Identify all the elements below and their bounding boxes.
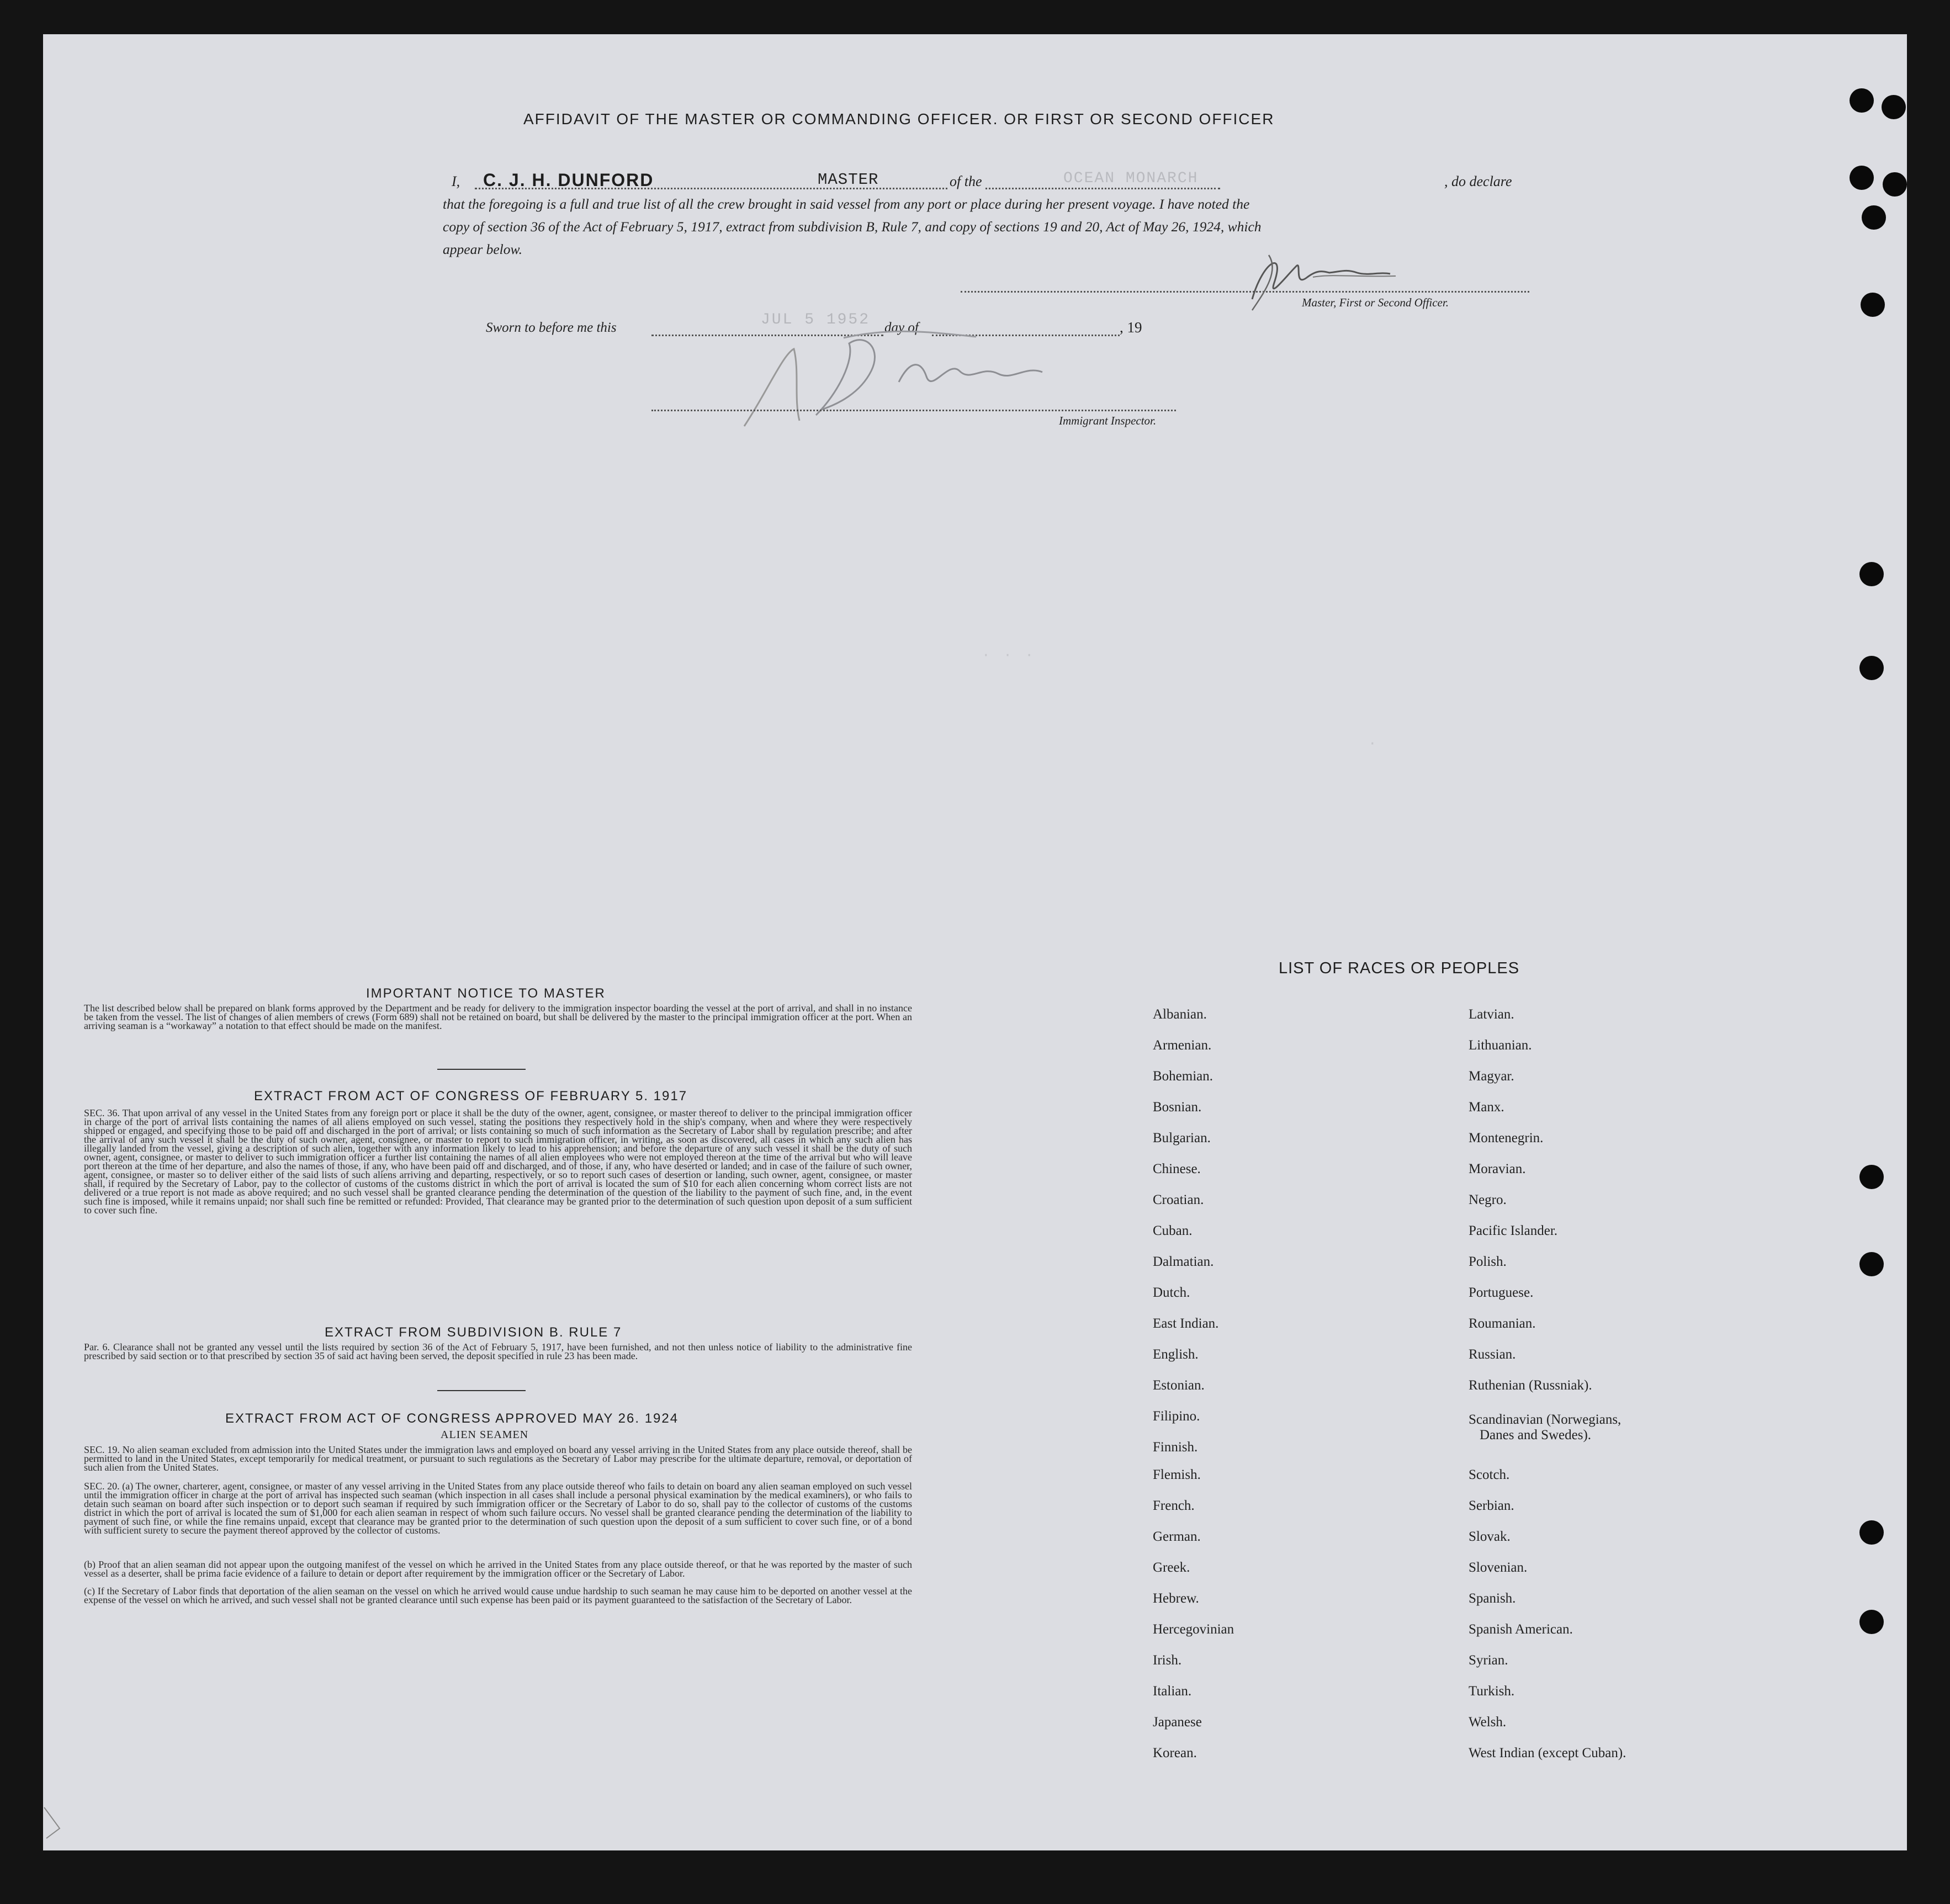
extract-1924-sec20c: (c) If the Secretary of Labor finds that deportation of the alien seaman on the vessel on which he arrived would cause undue hardship to such seaman he may cause him to be deported on another vessel at the expense of the vessel on which he arrived, and such vessel shall not be granted clearance until such expense has been paid or its payment guaranteed to the satisfaction of the Secretary of Labor.: [84, 1585, 912, 1605]
extract-1924-sec20a: SEC. 20. (a) The owner, charterer, agent, consignee, or master of any vessel arriving in the United States from any place outside thereof who fails to detain on board any alien seaman employed on such vessel until the immigration officer in charge at the port of arrival has inspected such seaman (which inspection in all cases shall include a personal physical examination by the medical examiners), or who fails to detain such seaman on board after such inspection or to deport such seaman if required by such immigration officer or the Secretary of Labor to do so, shall pay to the collector of customs of the customs district in which the port of arrival is located the sum of $1,000 for each alien seaman in respect of whom such failure occurs. No vessel shall be granted clearance pending the determination of the liability to payment of such fine, or while the fine remains unpaid, except that clearance may be granted prior to the determination of such question upon the deposit of a sum sufficient to cover such fine, or of a bond with sufficient surety to secure the payment thereof approved by the collector of customs.: [84, 1481, 912, 1536]
notice-divider: [437, 1069, 526, 1070]
race-item: Roumanian.: [1469, 1316, 1536, 1331]
race-item: Latvian.: [1469, 1007, 1514, 1022]
corner-fold: [43, 1806, 65, 1839]
race-item: Welsh.: [1469, 1715, 1507, 1730]
race-item: Scandinavian (Norwegians,: [1469, 1412, 1622, 1427]
race-item: Greek.: [1153, 1560, 1190, 1575]
rule7-text: Par. 6. Clearance shall not be granted any vessel until the lists required by section 36 of the Act of February 5, 1917, have been furnished, and not then unless notice of liability to the administrative fine prescribed by said section or to that prescribed by section 35 of said act having been served, the deposit specified in rule 23 has been made.: [84, 1341, 912, 1361]
race-item: Dalmatian.: [1153, 1254, 1214, 1269]
race-item: Moravian.: [1469, 1162, 1526, 1176]
sworn-date-stamp: JUL 5 1952: [761, 311, 871, 328]
of-the-text: of the: [947, 173, 984, 190]
race-item: Dutch.: [1153, 1285, 1190, 1300]
notice-text: The list described below shall be prepared on blank forms approved by the Department and be ready for delivery to the immigration inspector boarding the vessel at the port of arrival, and shall in no instance be taken from the vessel. The list of changes of alien members of crews (Form 689) shall not be retained on board, but shall be delivered by the master to the principal immigration officer at the port. When an arriving seaman is a “workaway” a notation to that effect should be made on the manifest.: [84, 1003, 912, 1031]
affidavit-title: AFFIDAVIT OF THE MASTER OR COMMANDING OFFICER. OR FIRST OR SECOND OFFICER: [523, 110, 1275, 128]
race-item: Italian.: [1153, 1684, 1192, 1699]
race-item: Estonian.: [1153, 1378, 1205, 1393]
punch-hole: [1859, 1520, 1884, 1545]
race-item: Hercegovinian: [1153, 1622, 1234, 1637]
punch-hole: [1859, 656, 1884, 680]
race-item: Korean.: [1153, 1746, 1197, 1760]
race-item: Lithuanian.: [1469, 1038, 1532, 1053]
affidavit-line-4: appear below.: [443, 241, 523, 257]
race-item: East Indian.: [1153, 1316, 1219, 1331]
document-sheet: AFFIDAVIT OF THE MASTER OR COMMANDING OFFICER. OR FIRST OR SECOND OFFICER I, C. J. H. DUNFORD MASTER of the OCEAN MONARCH , do declare that the foregoing is a full and true list of all the crew brought in said vessel from any port or place during her present voyage. I have noted the copy of section 36 of the Act of February 5, 1917, extract from subdivision B, Rule 7, and copy of sections 19 and 20, Act of May 26, 1924, which appear below. Master, First or Second Officer. Sworn to before me this JUL 5 1952 day of , 19 Immigrant Inspector. · · · · IMPORTANT NOTICE TO MASTER The list described below shall be prepared on blank forms approved by the Department and be ready for delivery to the immigration inspector boarding the vessel at the port of arrival, and shall in no instance be taken from the vessel. The list of changes of alien members of crews (Form 689) shall not be retained on board, but shall be delivered by the master to the principal immigration officer at the port. When an arriving seaman is a “workaway” a notation to that effect should be made on the manifest. EXTRACT FROM ACT OF CONGRESS OF FEBRUARY 5. 1917 SEC. 36. That upon arrival of any vessel in the United States from any foreign port or place it shall be the duty of the owner, agent, consignee, or master thereof to deliver to the principal immigration officer in charge of the port of arrival lists containing the names of all aliens employed on such vessel, stating the positions they respectively hold in the ship's company, when and where they were respectively shipped or engaged, and specifying those to be paid off and discharged in the port of arrival; or lists containing so much of such information as the Secretary of Labor shall by regulation prescribe; and after the arrival of any such vessel it shall be the duty of such owner, agent, consignee, or master to report to such immigration officer, in writing, as soon as discovered, all cases in which any such alien has illegally landed from the vessel, giving a description of such alien, together with any information likely to lead to his apprehension; and before the departure of any such vessel it shall be the duty of such owner, agent, consignee, or master to deliver to such immigration officer a further list containing the names of all alien employees who were not employed thereon at the time of the arrival but who will leave port thereon at the time of her departure, and also the names of those, if any, who have been paid off and discharged, and of those, if any, who have deserted or landed; and in case of the failure of such owner, agent, consignee, or master so to deliver either of the said lists of such aliens arriving and departing, respectively, or so to report such cases of desertion or landing, such owner, agent, consignee, or master shall, if required by the Secretary of Labor, pay to the collector of customs of the customs district in which the port of arrival is located the sum of $10 for each alien concerning whom correct lists are not delivered or a true report is not made as above required; and no such vessel shall be granted clearance pending the determination of the question of the liability to the payment of such fine, and, in the event such fine is imposed, while it remains unpaid; nor shall such fine be remitted or refunded: Provided, That clearance may be granted prior to the determination of such question upon deposit of a sum sufficient to cover such fine. EXTRACT FROM SUBDIVISION B. RULE 7 Par. 6. Clearance shall not be granted any vessel until the lists required by section 36 of the Act of February 5, 1917, have been furnished, and not then unless notice of liability to the administrative fine prescribed by said section or to that prescribed by section 35 of said act having been served, the deposit specified in rule 23 has been made. EXTRACT FROM ACT OF CONGRESS APPROVED MAY 26. 1924 ALIEN SEAMEN SEC. 19. No alien seaman excluded from admission into the United States under the immigration laws and employed on board any vessel arriving in the United States from any place outside thereof, shall be permitted to land in the United States, except temporarily for medical treatment, or pursuant to such regulations as the Secretary of Labor may prescribe for the ultimate departure, removal, or deportation of such alien from the United States. SEC. 20. (a) The owner, charterer, agent, consignee, or master of any vessel arriving in the United States from any place outside thereof who fails to detain on board any alien seaman employed on such vessel until the immigration officer in charge at the port of arrival has inspected such seaman (which inspection in all cases shall include a personal physical examination by the medical examiners), or who fails to detain such seaman on board after such inspection or to deport such seaman if required by such immigration officer or the Secretary of Labor to do so, shall pay to the collector of customs of the customs district in which the port of arrival is located the sum of $1,000 for each alien seaman in respect of whom such failure occurs. No vessel shall be granted clearance pending the determination of the liability to payment of such fine, or while the fine remains unpaid, except that clearance may be granted prior to the determination of such question upon the deposit of a sum sufficient to cover such fine, or of a bond with sufficient surety to secure the payment thereof approved by the collector of customs. (b) Proof that an alien seaman did not appear upon the outgoing manifest of the vessel on which he arrived in the United States from any place outside thereof, or that he was reported by the master of such vessel as a deserter, shall be prima facie evidence of a failure to detain or deport after requirement by the immigration officer or the Secretary of Labor. (c) If the Secretary of Labor finds that deportation of the alien seaman on the vessel on which he arrived would cause undue hardship to such seaman he may cause him to be deported on another vessel at the expense of the vessel on which he arrived, and such vessel shall not be granted clearance until such expense has been paid or its payment guaranteed to the satisfaction of the Secretary of Labor. LIST OF RACES OR PEOPLES Albanian. Armenian. Bohemian. Bosnian. Bulgarian. Chinese. Croatian. Cuban. Dalmatian. Dutch. East Indian. English. Estonian. Filipino. Finnish. Flemish. French. German. Greek. Hebrew. Hercegovinian Irish. Italian. Japanese Korean. Latvian. Lithuanian. Magyar. Manx. Montenegrin. Moravian. Negro. Pacific Islander. Polish. Portuguese. Roumanian. Russian. Ruthenian (Russniak). Scandinavian (Norwegians, Danes and Swedes). Scotch. Serbian. Slovak. Slovenian. Spanish. Spanish American. Syrian. Turkish. Welsh. West Indian (except Cuban).: [43, 34, 1907, 1850]
race-item: Russian.: [1469, 1347, 1516, 1362]
race-item: Turkish.: [1469, 1684, 1515, 1699]
race-item: Spanish.: [1469, 1591, 1516, 1606]
race-item: Bulgarian.: [1153, 1131, 1211, 1145]
punch-hole: [1859, 1610, 1884, 1634]
race-item: Magyar.: [1469, 1069, 1514, 1084]
race-item: Chinese.: [1153, 1162, 1201, 1176]
extract-1924-title: EXTRACT FROM ACT OF CONGRESS APPROVED MAY 26. 1924: [225, 1411, 679, 1426]
race-item: Syrian.: [1469, 1653, 1508, 1668]
extract-1917-text: SEC. 36. That upon arrival of any vessel in the United States from any foreign port or place it shall be the duty of the owner, agent, consignee, or master thereof to deliver to the principal immigration officer in charge of the port of arrival lists containing the names of all aliens employed on such vessel, stating the positions they respectively hold in the ship's company, when and where they were respectively shipped or engaged, and specifying those to be paid off and discharged in the port of arrival; or lists containing so much of such information as the Secretary of Labor shall by regulation prescribe; and after the arrival of any such vessel it shall be the duty of such owner, agent, consignee, or master to report to such immigration officer, in writing, as soon as discovered, all cases in which any such alien has illegally landed from the vessel, giving a description of such alien, together with any information likely to lead to his apprehension; and before the departure of any such vessel it shall be the duty of such owner, agent, consignee, or master to deliver to such immigration officer a further list containing the names of all alien employees who were not employed thereon at the time of the arrival but who will leave port thereon at the time of her departure, and also the names of those, if any, who have been paid off and discharged, and of those, if any, who have deserted or landed; and in case of the failure of such owner, agent, consignee, or master so to deliver either of the said lists of such aliens arriving and departing, respectively, or so to report such cases of desertion or landing, such owner, agent, consignee, or master shall, if required by the Secretary of Labor, pay to the collector of customs of the customs district in which the port of arrival is located the sum of $10 for each alien concerning whom correct lists are not delivered or a true report is not made as above required; and no such vessel shall be granted clearance pending the determination of the question of the liability to the payment of such fine, and, in the event such fine is imposed, while it remains unpaid; nor shall such fine be remitted or refunded: Provided, That clearance may be granted prior to the determination of such question upon deposit of a sum sufficient to cover such fine.: [84, 1107, 912, 1216]
affidavit-i: I,: [452, 173, 460, 189]
punch-hole: [1882, 95, 1906, 119]
do-declare-text: , do declare: [1444, 173, 1512, 189]
punch-hole: [1859, 1252, 1884, 1276]
extract-1917-title: EXTRACT FROM ACT OF CONGRESS OF FEBRUARY 5. 1917: [254, 1089, 688, 1104]
extract-1924-sec20b: (b) Proof that an alien seaman did not appear upon the outgoing manifest of the vessel on which he arrived in the United States from any place outside thereof, or that he was reported by the master of such vessel as a deserter, shall be prima facie evidence of a failure to detain or deport after requirement by the immigration officer or the Secretary of Labor.: [84, 1559, 912, 1579]
race-item: Irish.: [1153, 1653, 1182, 1668]
race-item: Montenegrin.: [1469, 1131, 1544, 1145]
extract-1924-subtitle: ALIEN SEAMEN: [441, 1429, 529, 1441]
race-item: Bosnian.: [1153, 1100, 1202, 1115]
race-item: Filipino.: [1153, 1409, 1200, 1424]
race-item: West Indian (except Cuban).: [1469, 1746, 1626, 1760]
rule7-divider: [437, 1390, 526, 1391]
affidavit-line-3: copy of section 36 of the Act of February 5, 1917, extract from subdivision B, Rule 7, and copy of sections 19 and 20, Act of May 26, 1924, which: [443, 219, 1262, 235]
race-item: Manx.: [1469, 1100, 1504, 1115]
punch-hole: [1859, 1165, 1884, 1189]
punch-hole: [1850, 166, 1874, 190]
inspector-label: Immigrant Inspector.: [1059, 414, 1157, 427]
master-rank: MASTER: [818, 171, 879, 189]
race-item: Albanian.: [1153, 1007, 1207, 1022]
race-item: French.: [1153, 1498, 1195, 1513]
punch-hole: [1861, 293, 1885, 317]
race-item: Slovenian.: [1469, 1560, 1528, 1575]
race-item: Bohemian.: [1153, 1069, 1214, 1084]
sworn-text: Sworn to before me this: [486, 320, 617, 335]
race-item: Portuguese.: [1469, 1285, 1534, 1300]
affidavit-line-2: that the foregoing is a full and true list of all the crew brought in said vessel from any port or place during her present voyage. I have noted the: [443, 196, 1250, 212]
notice-title: IMPORTANT NOTICE TO MASTER: [366, 986, 606, 1001]
race-item: Negro.: [1469, 1192, 1507, 1207]
race-item: Hebrew.: [1153, 1591, 1199, 1606]
year-text: , 19: [1120, 319, 1142, 336]
inspector-signature-line: [651, 410, 1176, 411]
race-item: Slovak.: [1469, 1529, 1511, 1544]
race-item: Ruthenian (Russniak).: [1469, 1378, 1592, 1393]
race-item: Pacific Islander.: [1469, 1223, 1558, 1238]
extract-1924-sec19: SEC. 19. No alien seaman excluded from admission into the United States under the immigration laws and employed on board any vessel arriving in the United States from any place outside thereof, shall be permitted to land in the United States, except temporarily for medical treatment, or pursuant to such regulations as the Secretary of Labor may prescribe for the ultimate departure, removal, or deportation of such alien from the United States.: [84, 1444, 912, 1473]
master-name: C. J. H. DUNFORD: [483, 170, 654, 190]
race-item: Spanish American.: [1469, 1622, 1573, 1637]
race-item: Armenian.: [1153, 1038, 1212, 1053]
master-signature-label: Master, First or Second Officer.: [1302, 296, 1449, 309]
race-item: German.: [1153, 1529, 1201, 1544]
race-item: Serbian.: [1469, 1498, 1514, 1513]
punch-hole: [1859, 562, 1884, 586]
race-item: Scotch.: [1469, 1467, 1510, 1482]
day-of-text: day of: [884, 320, 919, 335]
race-item: Danes and Swedes).: [1480, 1428, 1592, 1442]
race-item: Flemish.: [1153, 1467, 1201, 1482]
race-item: Japanese: [1153, 1715, 1202, 1730]
race-item: Polish.: [1469, 1254, 1507, 1269]
vessel-name: OCEAN MONARCH: [1063, 170, 1199, 187]
races-title: LIST OF RACES OR PEOPLES: [1279, 959, 1520, 977]
punch-hole: [1883, 172, 1907, 197]
rule7-title: EXTRACT FROM SUBDIVISION B. RULE 7: [325, 1325, 622, 1340]
race-item: Croatian.: [1153, 1192, 1204, 1207]
race-item: Cuban.: [1153, 1223, 1193, 1238]
bleed-through-marks: · · ·: [982, 647, 1036, 664]
punch-hole: [1862, 205, 1886, 230]
race-item: English.: [1153, 1347, 1199, 1362]
race-item: Finnish.: [1153, 1440, 1198, 1455]
punch-hole: [1850, 88, 1874, 113]
